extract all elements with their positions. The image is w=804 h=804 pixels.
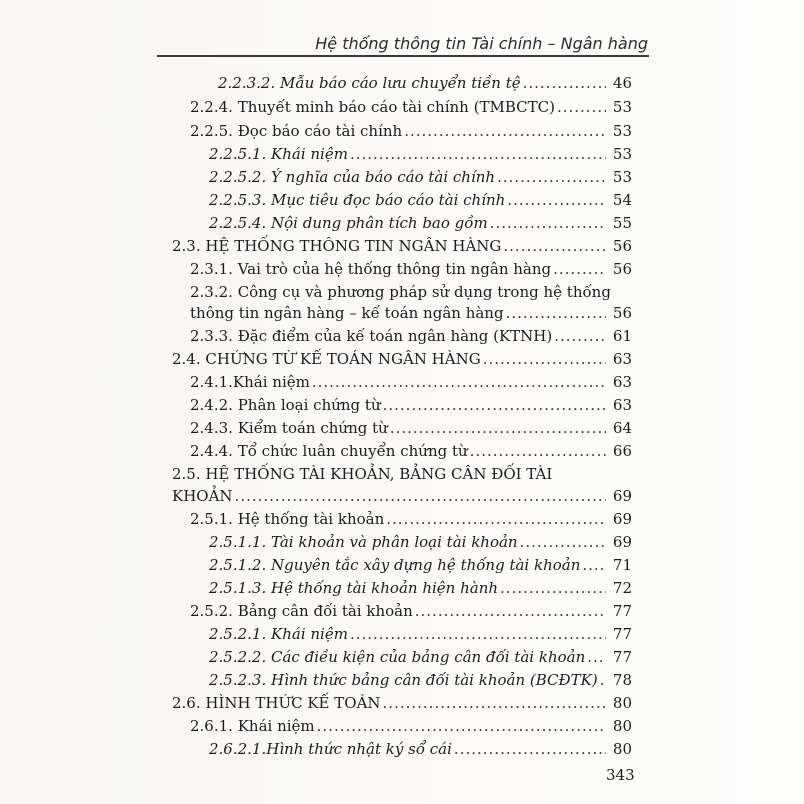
toc-entry: 2.6. HÌNH THỨC KẾ TOÁN ..... 80	[172, 693, 632, 714]
toc-entry: 2.2.5. Đọc báo cáo tài chính ..... 53	[190, 121, 632, 142]
toc-entry: 2.2.3.2. Mẫu báo cáo lưu chuyển tiền tệ ..... 46	[218, 73, 632, 94]
toc-entry: KHOẢN ..... 69	[172, 486, 632, 507]
toc-entry: 2.2.5.3. Mục tiêu đọc báo cáo tài chính ..... 54	[209, 190, 632, 211]
toc-entry: 2.2.5.1. Khái niệm ..... 53	[209, 144, 632, 165]
toc-entry: 2.4.2. Phân loại chứng từ ..... 63	[190, 395, 632, 416]
toc-entry: 2.3.1. Vai trò của hệ thống thông tin ngân hàng ..... 56	[190, 259, 632, 280]
toc-entry: 2.6.2.1.Hình thức nhật ký sổ cái ..... 80	[209, 739, 632, 760]
toc-entry: 2.3.3. Đặc điểm của kế toán ngân hàng (KTNH) ..... 61	[190, 326, 632, 347]
toc-entry: thông tin ngân hàng – kế toán ngân hàng ..... 56	[190, 303, 632, 324]
toc-entry: 2.5.1. Hệ thống tài khoản ..... 69	[190, 509, 632, 530]
toc-entry: 2.3. HỆ THỐNG THÔNG TIN NGÂN HÀNG ..... 56	[172, 236, 632, 257]
toc-entry: 2.2.5.4. Nội dung phân tích bao gồm ..... 55	[209, 213, 632, 234]
toc-entry: 2.2.5.2. Ý nghĩa của báo cáo tài chính ..... 53	[209, 167, 632, 188]
toc-entry: 2.5.1.2. Nguyên tắc xây dựng hệ thống tài khoản ..... 71	[209, 555, 632, 576]
toc-entry: 2.4.1.Khái niệm ..... 63	[190, 372, 632, 393]
toc-entry: 2.6.1. Khái niệm ..... 80	[190, 716, 632, 737]
toc-entry: 2.4.3. Kiểm toán chứng từ ..... 64	[190, 418, 632, 439]
toc-entry: 2.5.1.1. Tài khoản và phân loại tài khoản ..... 69	[209, 532, 632, 553]
running-header: Hệ thống thông tin Tài chính – Ngân hàng	[315, 34, 648, 53]
toc-entry: 2.2.4. Thuyết minh báo cáo tài chính (TMBCTC) ..... 53	[190, 97, 632, 118]
toc-entry: 2.5.2.3. Hình thức bảng cân đối tài khoản (BCĐTK) ..... 78	[209, 670, 632, 691]
toc-entry: 2.5.1.3. Hệ thống tài khoản hiện hành ..... 72	[209, 578, 632, 599]
page-number: 343	[606, 766, 635, 784]
header-rule	[157, 55, 649, 57]
toc-entry: 2.5.2. Bảng cân đối tài khoản ..... 77	[190, 601, 632, 622]
toc-entry: 2.5.2.2. Các điều kiện của bảng cân đối tài khoản ..... 77	[209, 647, 632, 668]
toc-entry: 2.5.2.1. Khái niệm ..... 77	[209, 624, 632, 645]
toc-entry-line1: 2.5. HỆ THỐNG TÀI KHOẢN, BẢNG CÂN ĐỐI TÀI	[172, 465, 553, 483]
toc-entry: 2.4. CHỨNG TỪ KẾ TOÁN NGÂN HÀNG ..... 63	[172, 349, 632, 370]
toc-entry: 2.4.4. Tổ chức luân chuyển chứng từ ..... 66	[190, 441, 632, 462]
toc-entry-line1: 2.3.2. Công cụ và phương pháp sử dụng trong hệ thống	[190, 283, 611, 301]
